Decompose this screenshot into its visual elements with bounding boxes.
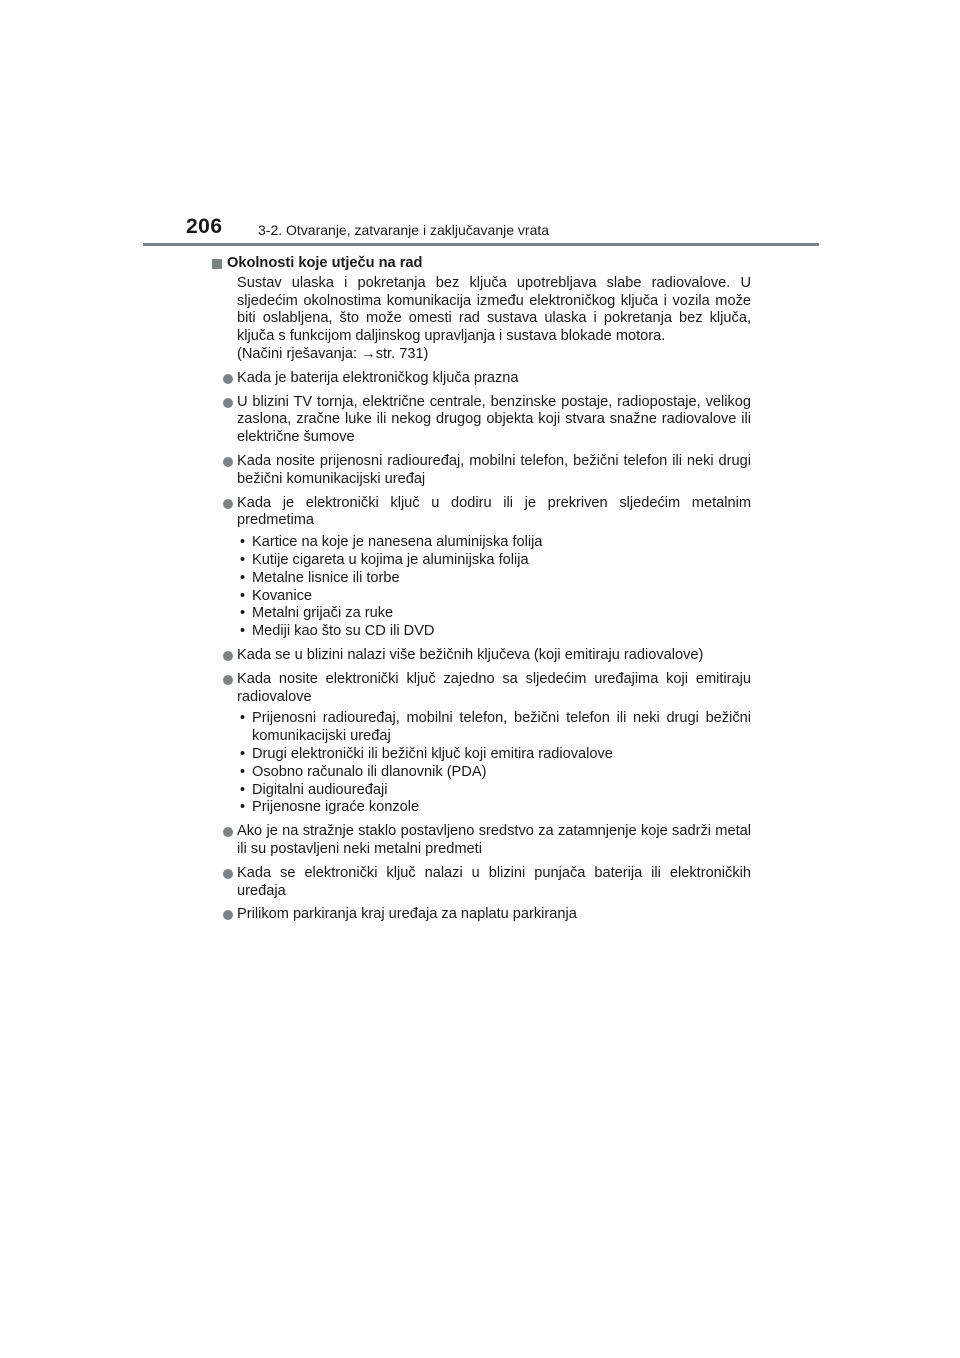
sub-bullet-icon: • xyxy=(240,587,246,604)
section-heading-text: Okolnosti koje utječu na rad xyxy=(227,255,423,271)
intro-text: Sustav ulaska i pokretanja bez ključa upotrebljava slabe radiovalove. U sljedećim okolnostima komunikacija između elektroničkog ključa i vozila može biti oslabljena, što može omesti rad sustava ulaska i pokretanja bez ključa, ključa s funkcijom daljinskog upravljanja i sustava blokade motora. xyxy=(237,274,751,345)
sub-list-item xyxy=(237,746,751,764)
list-item xyxy=(211,823,751,859)
list-item xyxy=(211,453,751,489)
intro-paragraph xyxy=(237,275,751,364)
sub-list-item-text: Prijenosne igraće konzole xyxy=(252,799,420,816)
sub-list-item-text: Kovanice xyxy=(252,587,313,604)
circle-bullet-icon xyxy=(223,675,233,685)
sub-list-item-text: Digitalni audiouređaji xyxy=(252,781,388,798)
circle-bullet-icon xyxy=(223,827,233,837)
page-number: 206 xyxy=(186,215,223,238)
sub-list-item-text: Kartice na koje je nanesena aluminijska folija xyxy=(252,534,543,551)
sub-bullet-icon: • xyxy=(240,799,246,816)
sub-bullet-icon: • xyxy=(240,763,246,780)
sub-list-item xyxy=(237,623,751,641)
sub-list-item xyxy=(237,534,751,552)
list-item-text: Ako je na stražnje staklo postavljeno sredstvo za zatamnjenje koje sadrži metal ili su postavljeni neki metalni predmeti xyxy=(237,823,751,857)
square-icon xyxy=(212,259,222,269)
list-item xyxy=(211,647,751,665)
sub-list-item xyxy=(237,710,751,746)
sub-list-item-text: Metalni grijači za ruke xyxy=(252,605,394,622)
list-item-text: Kada se u blizini nalazi više bežičnih ključeva (koji emitiraju radiovalove) xyxy=(237,646,704,663)
circle-bullet-icon xyxy=(223,910,233,920)
section-heading xyxy=(211,255,751,273)
circle-bullet-icon xyxy=(223,374,233,384)
sub-list-item-text: Osobno računalo ili dlanovnik (PDA) xyxy=(252,763,487,780)
list-item xyxy=(211,394,751,447)
list-item xyxy=(211,865,751,901)
circle-bullet-icon xyxy=(223,398,233,408)
list-item-text: Kada nosite prijenosni radiouređaj, mobilni telefon, bežični telefon ili neki drugi bežični komunikacijski uređaj xyxy=(237,452,751,487)
sub-list-item xyxy=(237,588,751,606)
sub-bullet-icon: • xyxy=(240,710,246,727)
sub-bullet-icon: • xyxy=(240,534,246,551)
list-item xyxy=(211,495,751,641)
sub-list-item xyxy=(237,552,751,570)
sub-list-item-text: Metalne lisnice ili torbe xyxy=(252,569,400,586)
sub-list xyxy=(237,534,751,641)
list-item-text: Kada je elektronički ključ u dodiru ili je prekriven sljedećim metalnim predmetima xyxy=(237,494,751,529)
sub-list-item xyxy=(237,799,751,817)
bullet-list xyxy=(211,370,751,924)
sub-list-item-text: Mediji kao što su CD ili DVD xyxy=(252,623,435,640)
sub-bullet-icon: • xyxy=(240,623,246,640)
list-item-text: Kada se elektronički ključ nalazi u blizini punjača baterija ili elektroničkih uređaja xyxy=(237,864,751,899)
sub-list-item xyxy=(237,782,751,800)
list-item-text: Kada je baterija elektroničkog ključa prazna xyxy=(237,369,519,386)
circle-bullet-icon xyxy=(223,457,233,467)
list-item-text: U blizini TV tornja, električne centrale, benzinske postaje, radiopostaje, velikog zaslona, zračne luke ili nekog drugog objekta koji stvara snažne radiovalove ili električne šumove xyxy=(237,393,751,446)
chapter-title: 3-2. Otvaranje, zatvaranje i zaključavanje vrata xyxy=(258,222,550,238)
sub-list xyxy=(237,710,751,817)
circle-bullet-icon xyxy=(223,499,233,509)
main-content xyxy=(211,255,751,930)
header-divider xyxy=(143,243,819,246)
page-reference: (Načini rješavanja: →str. 731) xyxy=(237,345,429,362)
sub-bullet-icon: • xyxy=(240,745,246,762)
list-item xyxy=(211,671,751,817)
sub-list-item xyxy=(237,570,751,588)
sub-bullet-icon: • xyxy=(240,781,246,798)
circle-bullet-icon xyxy=(223,651,233,661)
sub-bullet-icon: • xyxy=(240,569,246,586)
list-item-text: Prilikom parkiranja kraj uređaja za naplatu parkiranja xyxy=(237,906,577,923)
sub-list-item-text: Drugi elektronički ili bežični ključ koji emitira radiovalove xyxy=(252,745,613,762)
circle-bullet-icon xyxy=(223,869,233,879)
list-item-text: Kada nosite elektronički ključ zajedno sa sljedećim uređajima koji emitiraju radiovalove xyxy=(237,670,751,705)
list-item xyxy=(211,906,751,924)
sub-bullet-icon: • xyxy=(240,551,246,568)
sub-bullet-icon: • xyxy=(240,605,246,622)
sub-list-item xyxy=(237,605,751,623)
sub-list-item-text: Kutije cigareta u kojima je aluminijska folija xyxy=(252,551,529,568)
list-item xyxy=(211,370,751,388)
sub-list-item xyxy=(237,764,751,782)
sub-list-item-text: Prijenosni radiouređaj, mobilni telefon, bežični telefon ili neki drugi bežični komunikacijski uređaj xyxy=(252,710,751,745)
